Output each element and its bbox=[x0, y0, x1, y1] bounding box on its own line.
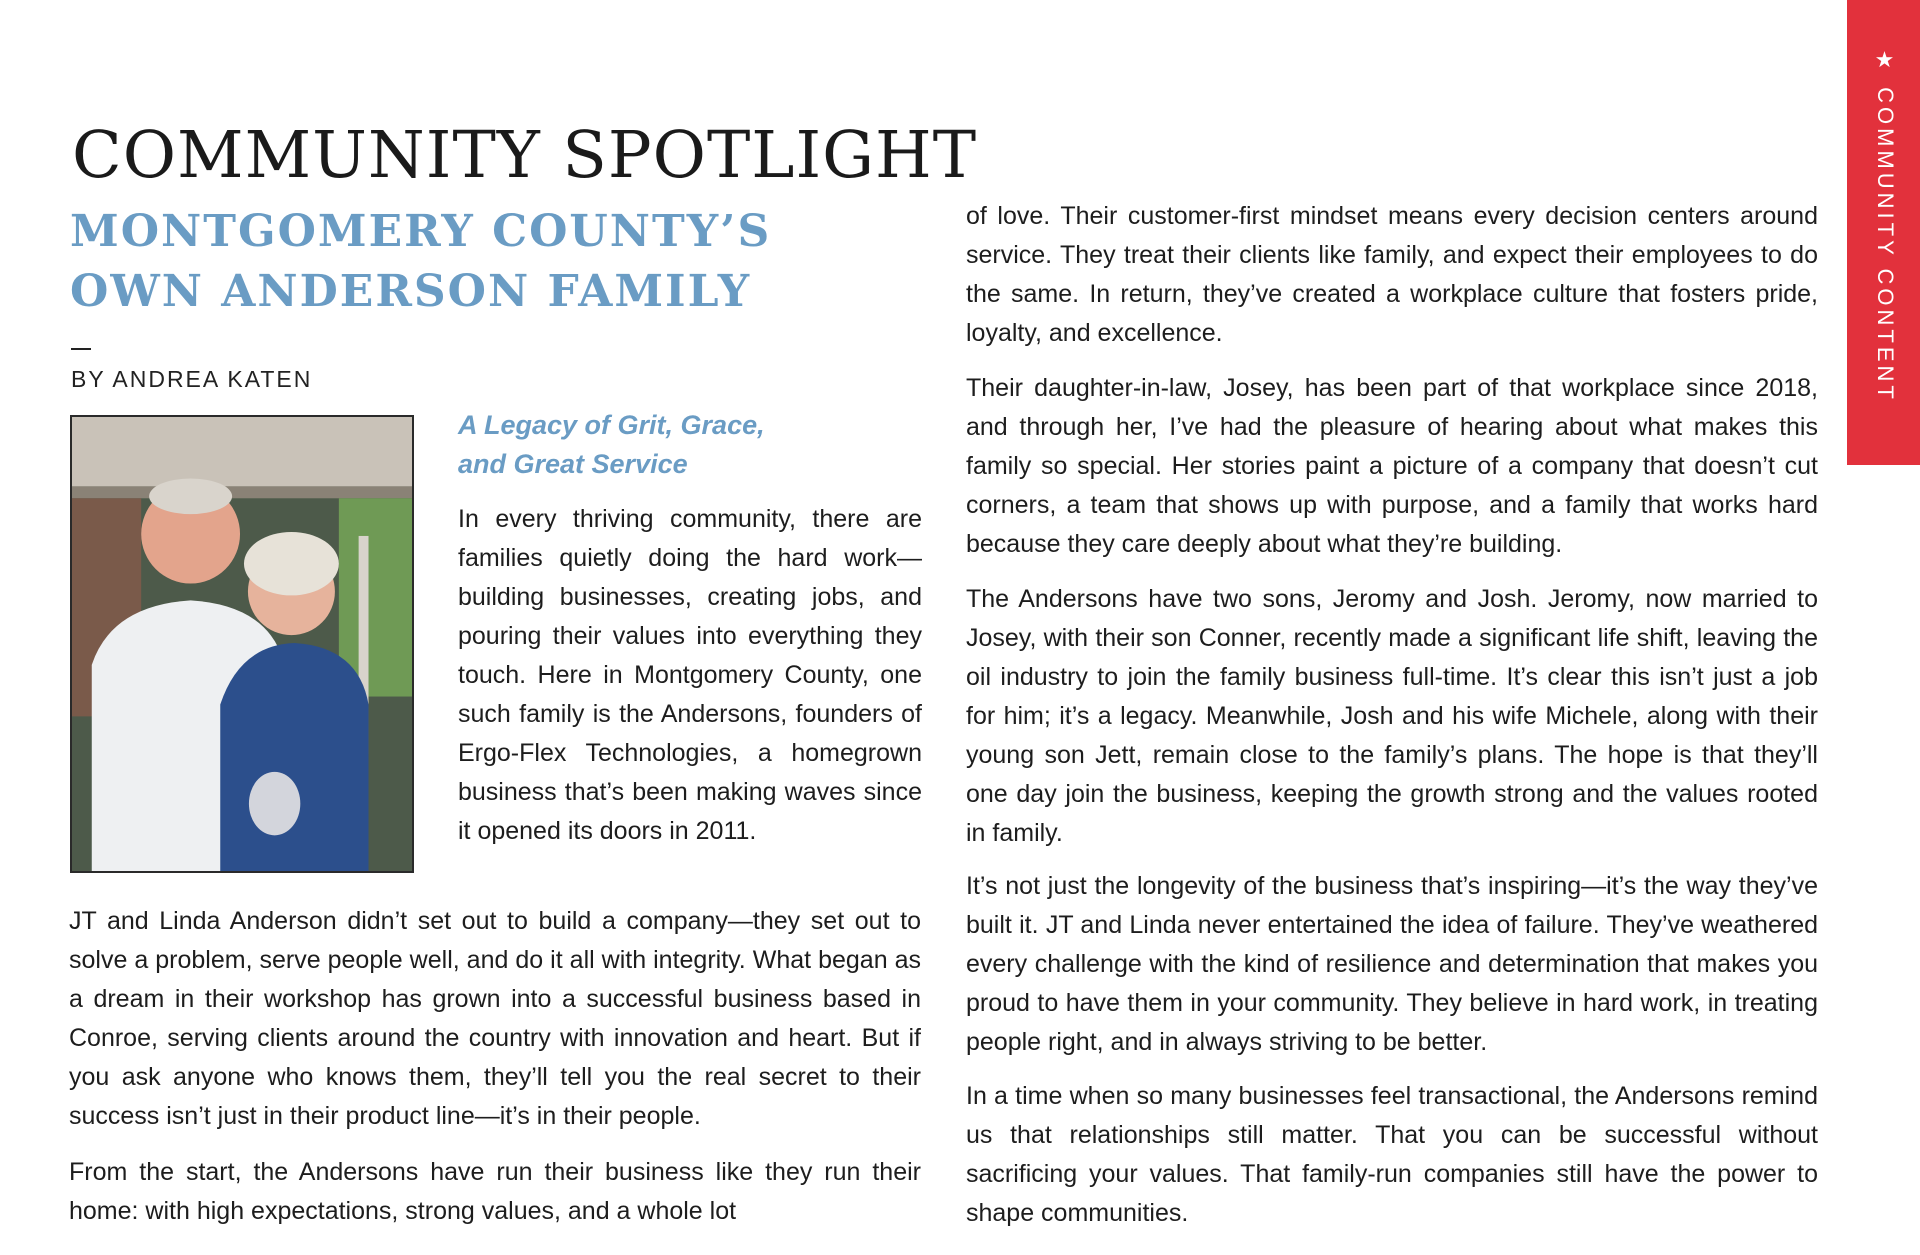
couple-photo bbox=[70, 415, 414, 873]
section-title: COMMUNITY SPOTLIGHT bbox=[72, 118, 978, 193]
paragraph-2: From the start, the Andersons have run their business like they run their home: with high expectations, strong values, and a whole lot bbox=[69, 1158, 921, 1225]
paragraph-7: In a time when so many businesses feel transactional, the Andersons remind us that relationships still matter. That you can be successful without sacrificing your values. That family-run companies still have the power to shape communities. bbox=[966, 1082, 1818, 1227]
section-tab-text: COMMUNITY CONTENT bbox=[1873, 87, 1898, 403]
paragraph-3: of love. Their customer-first mindset means every decision centers around service. They treat their clients like family, and expect their employees to do the same. In return, they’ve created a workplace culture that fosters pride, loyalty, and excellence. bbox=[966, 202, 1818, 347]
paragraph-1: JT and Linda Anderson didn’t set out to build a company—they set out to solve a problem, serve people well, and do it all with integrity. What began as a dream in their workshop has grown into a successful business based in Conroe, serving clients around the country with innovation and heart. But if you ask anyone who knows them, they’ll tell you the real secret to their success isn’t just in their product line—it’s in their people. bbox=[69, 907, 921, 1130]
headline-line-1: MONTGOMERY COUNTY’S bbox=[70, 206, 772, 257]
section-tab-label bbox=[1870, 48, 1898, 408]
photo-of-couple-icon bbox=[72, 417, 412, 871]
article-headline bbox=[70, 202, 870, 322]
paragraph-4: Their daughter-in-law, Josey, has been part of that workplace since 2018, and through her, I’ve had the pleasure of hearing about what makes this family so special. Her stories paint a picture of a company that doesn’t cut corners, a team that shows up with purpose, and a family that works hard because they care deeply about what they’re building. bbox=[966, 374, 1818, 558]
headline-line-2: OWN ANDERSON FAMILY bbox=[70, 266, 752, 317]
intro-paragraph: In every thriving community, there are families quietly doing the hard work—building businesses, creating jobs, and pouring their values into everything they touch. Here in Montgomery County, one such family is the Andersons, founders of Ergo-Flex Technologies, a homegrown business that’s been making waves since it opened its doors in 2011. bbox=[458, 505, 922, 845]
article-subhead bbox=[458, 406, 918, 484]
subhead-line-2: and Great Service bbox=[458, 449, 688, 479]
star-icon: ★ bbox=[1873, 48, 1898, 77]
headline-divider bbox=[71, 348, 91, 350]
paragraph-5: The Andersons have two sons, Jeromy and Josh. Jeromy, now married to Josey, with their son Conner, recently made a significant life shift, leaving the oil industry to join the family business full-time. It’s clear this isn’t just a job for him; it’s a legacy. Meanwhile, Josh and his wife Michele, along with their young son Jett, remain close to the family’s plans. The hope is that they’ll one day join the business, keeping the growth strong and the values rooted in family. bbox=[966, 585, 1818, 847]
subhead-line-1: A Legacy of Grit, Grace, bbox=[458, 410, 765, 440]
paragraph-6: It’s not just the longevity of the business that’s inspiring—it’s the way they’ve built it. JT and Linda never entertained the idea of failure. They’ve weathered every challenge with the kind of resilience and determination that makes you proud to have them in your community. They believe in hard work, in treating people right, and in always striving to be better. bbox=[966, 872, 1818, 1056]
byline: BY ANDREA KATEN bbox=[71, 366, 313, 392]
